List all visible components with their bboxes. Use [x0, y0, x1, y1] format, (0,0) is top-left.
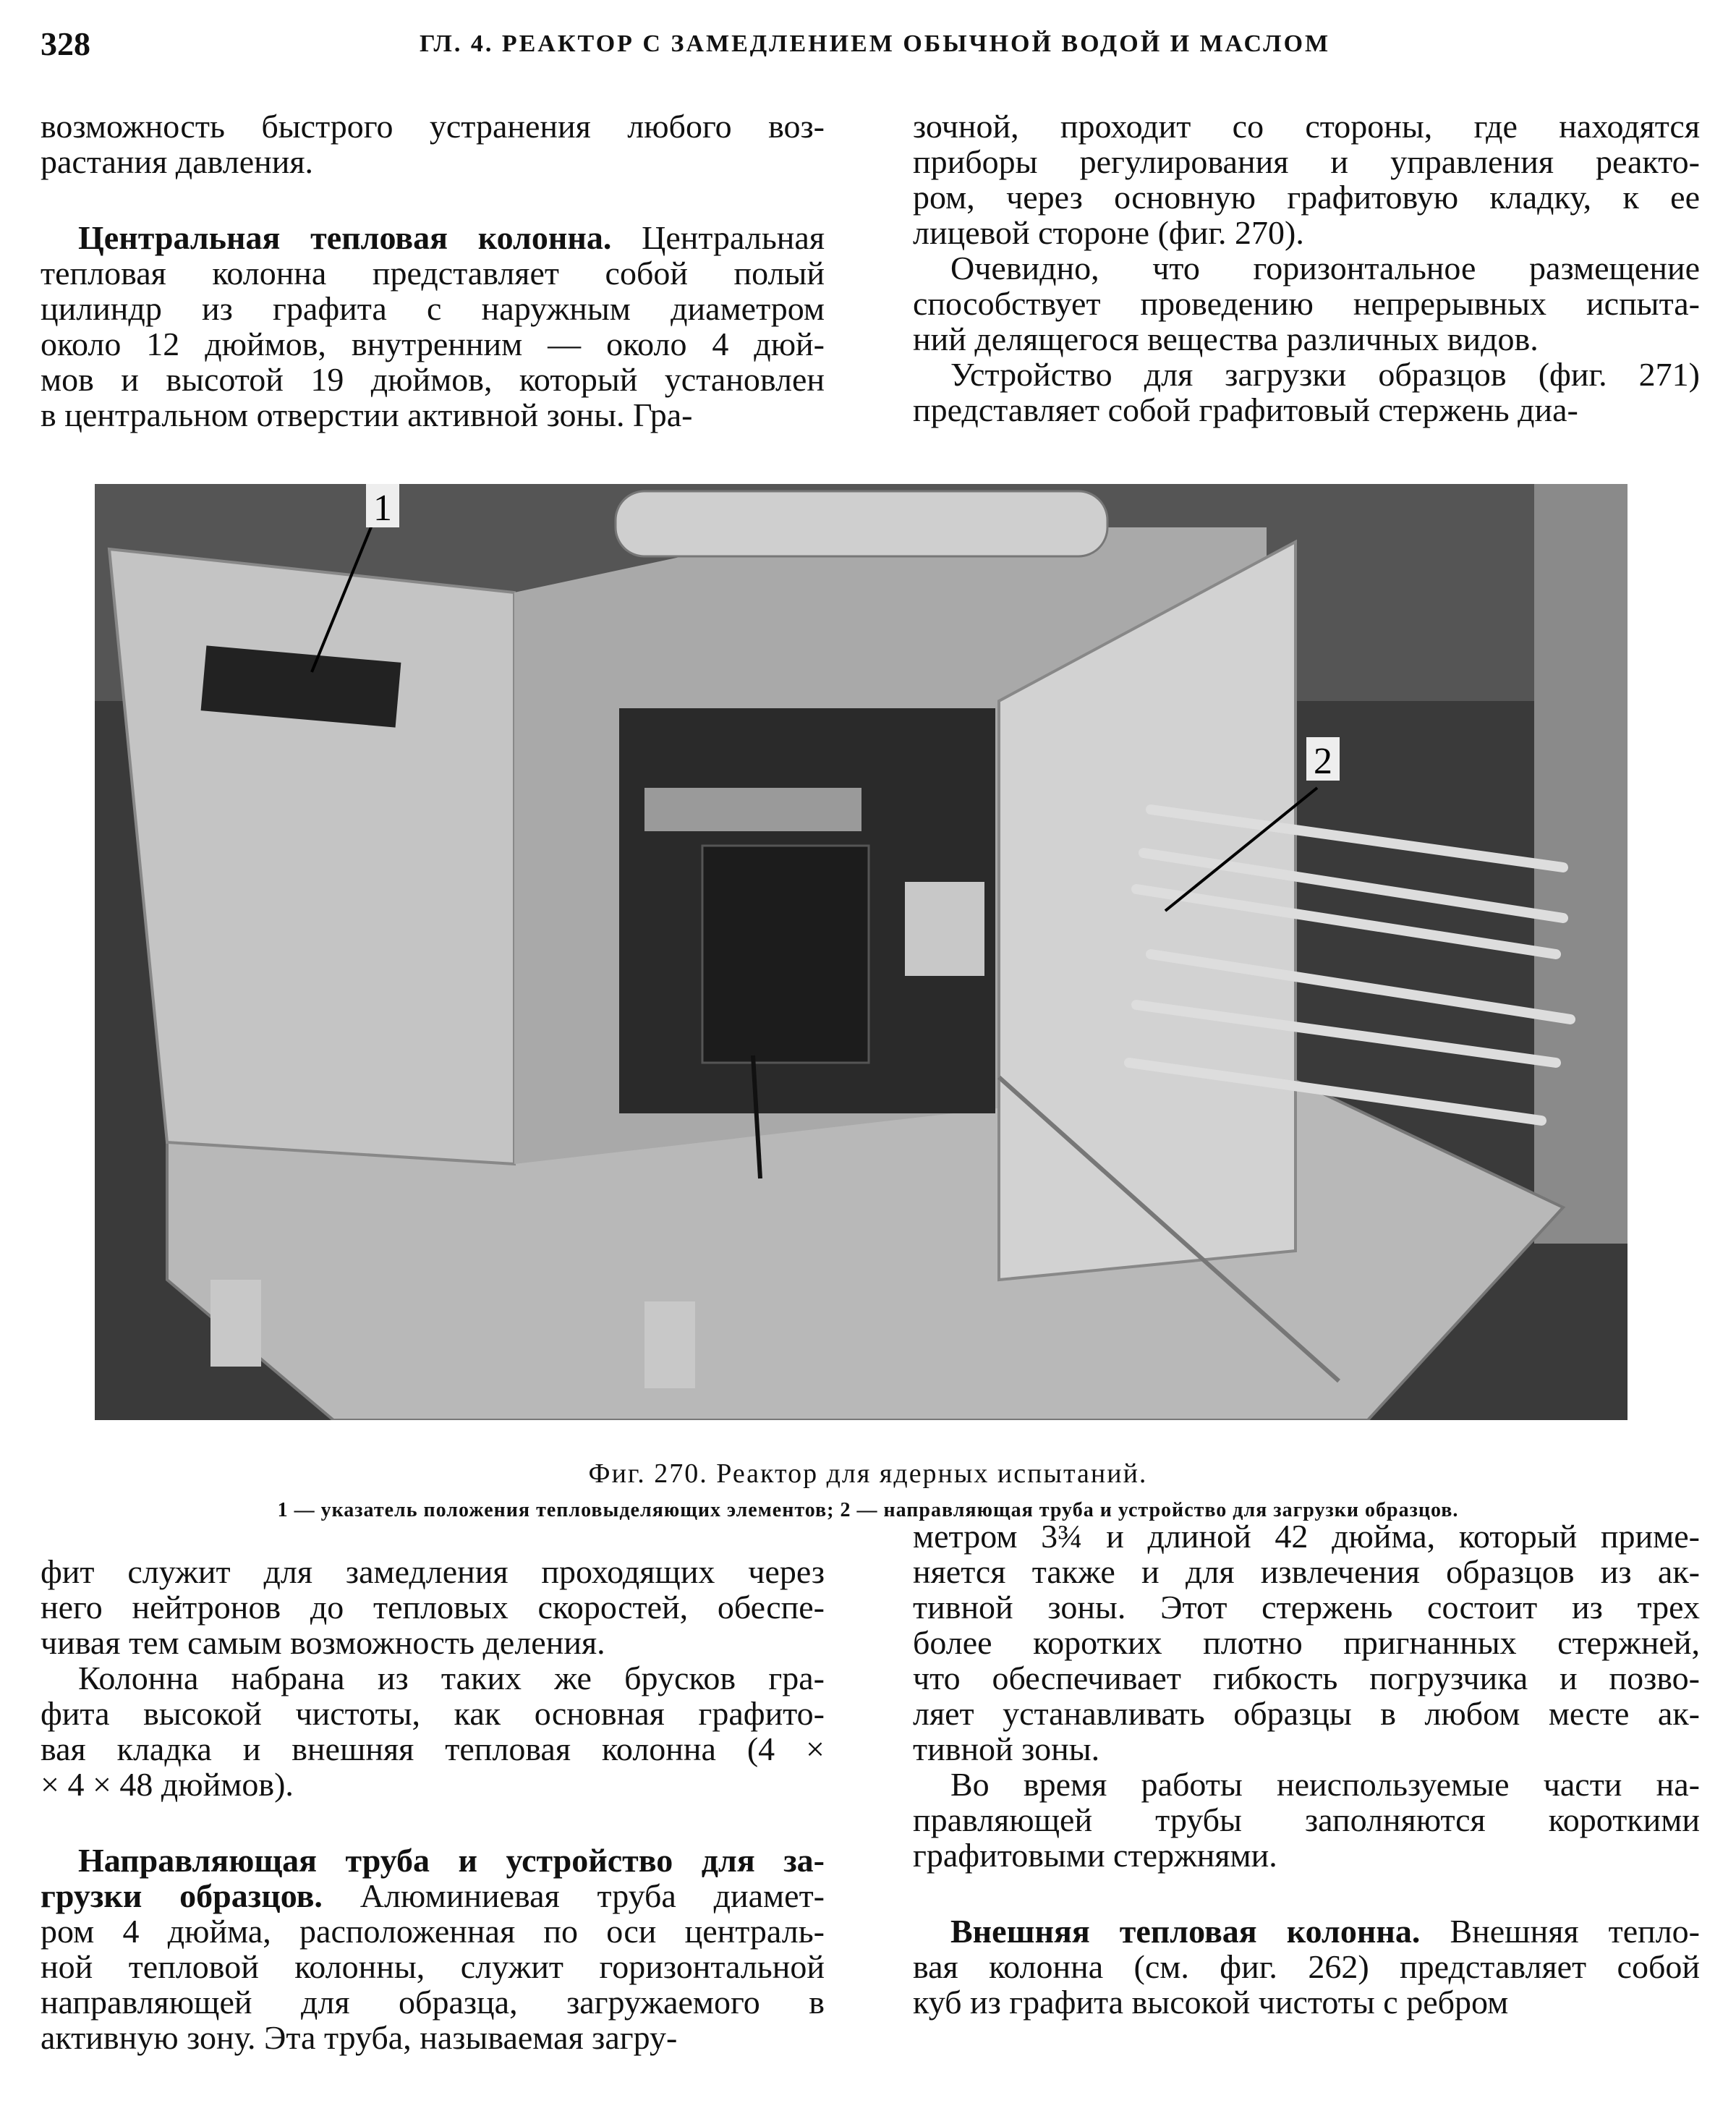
text-line: в центральном отверстии активной зоны. Гра- [41, 396, 693, 433]
text-line: ром, через основную графитовую кладку, к ее [913, 179, 1700, 216]
text-line: фита высокой чистоты, как основная графито- [41, 1695, 825, 1732]
text-line: приборы регулирования и управления реакто- [913, 143, 1700, 180]
text-line [41, 1878, 825, 1913]
text-line: цилиндр из графита с наружным диаметром [41, 290, 825, 327]
text-line: зочной, проходит со стороны, где находятся [913, 108, 1700, 145]
page-number: 328 [41, 25, 90, 62]
figure-caption: Фиг. 270. Реактор для ядерных испытаний. [588, 1458, 1148, 1489]
paragraph [41, 1660, 825, 1802]
text-span: Алюминиевая труба диамет- [322, 1877, 825, 1914]
text-line: вая кладка и внешняя тепловая колонна (4 × [41, 1730, 825, 1767]
text-line: него нейтронов до тепловых скоростей, обеспе- [41, 1589, 825, 1626]
paragraph [913, 250, 1700, 357]
running-title: ГЛ. 4. РЕАКТОР С ЗАМЕДЛЕНИЕМ ОБЫЧНОЙ ВОДОЙ И МАСЛОМ [420, 30, 1331, 57]
text-line: тивной зоны. [913, 1730, 1100, 1767]
paragraph [41, 109, 825, 179]
section-heading: Центральная тепловая колонна. [78, 219, 612, 256]
text-line: представляет собой графитовый стержень диа- [913, 391, 1578, 428]
text-line: мов и высотой 19 дюймов, который установлен [41, 361, 825, 398]
paragraph [41, 220, 825, 433]
text-line: ром 4 дюйма, расположенная по оси централь- [41, 1913, 825, 1950]
text-line: × 4 × 48 дюймов). [41, 1766, 294, 1803]
text-line: около 12 дюймов, внутренним — около 4 дюй- [41, 326, 825, 362]
text-line: фит служит для замедления проходящих через [41, 1553, 825, 1590]
text-line: графитовыми стержнями. [913, 1837, 1277, 1874]
text-line: активную зону. Эта труба, называемая загру- [41, 2019, 678, 2056]
paragraph [41, 1843, 825, 2055]
text-line [41, 220, 825, 255]
paragraph [913, 1913, 1700, 2020]
bottom-left-column [41, 1554, 825, 2055]
figure-legend: 1 — указатель положения тепловыделяющих элементов; 2 — направляющая труба и устройство для загрузки образцов. [277, 1499, 1459, 1521]
text-line: Устройство для загрузки образцов (фиг. 271) [950, 356, 1700, 393]
paragraph [913, 1518, 1700, 1767]
text-line: возможность быстрого устранения любого воз- [41, 108, 825, 145]
text-line: метром 3¾ и длиной 42 дюйма, который приме- [913, 1518, 1700, 1555]
text-line: ний делящегося вещества различных видов. [913, 320, 1539, 357]
text-line: тепловая колонна представляет собой полый [41, 255, 825, 292]
text-line [913, 1913, 1700, 1949]
text-line: Колонна набрана из таких же брусков гра- [78, 1660, 825, 1696]
text-line: более коротких плотно пригнанных стержней, [913, 1624, 1700, 1661]
text-line: вая колонна (см. фиг. 262) представляет собой [913, 1948, 1700, 1985]
text-line: правляющей трубы заполняются короткими [913, 1801, 1700, 1838]
text-line: тивной зоны. Этот стержень состоит из трех [913, 1589, 1700, 1626]
text-line: ляет устанавливать образцы в любом месте ак- [913, 1695, 1700, 1732]
paragraph [913, 109, 1700, 250]
text-line: чивая тем самым возможность деления. [41, 1624, 605, 1661]
section-heading: Внешняя тепловая колонна. [950, 1913, 1421, 1950]
paragraph [913, 357, 1700, 428]
text-line: няется также и для извлечения образцов из ак- [913, 1553, 1700, 1590]
text-line: Очевидно, что горизонтальное размещение [950, 250, 1700, 286]
section-heading: грузки образцов. [41, 1877, 323, 1914]
bottom-right-column [913, 1518, 1700, 2020]
text-line: куб из графита высокой чистоты с ребром [913, 1984, 1509, 2021]
text-line: способствует проведению непрерывных испыта- [913, 285, 1700, 322]
text-line: Во время работы неиспользуемые части на- [950, 1766, 1700, 1803]
reactor-photo [95, 484, 1628, 1420]
text-span: Центральная [611, 219, 825, 256]
text-line: что обеспечивает гибкость погрузчика и позво- [913, 1660, 1700, 1696]
text-line: растания давления. [41, 143, 314, 180]
text-line: направляющей для образца, загружаемого в [41, 1984, 825, 2021]
text-line: лицевой стороне (фиг. 270). [913, 214, 1304, 251]
top-right-column [913, 109, 1700, 428]
callout-1: 1 [373, 488, 392, 529]
paragraph [913, 1767, 1700, 1873]
top-left-column [41, 109, 825, 433]
section-heading: Направляющая труба и устройство для за- [78, 1842, 825, 1879]
callout-2: 2 [1314, 741, 1332, 782]
paragraph [41, 1554, 825, 1660]
text-line [41, 1843, 825, 1878]
text-span: Внешняя тепло- [1420, 1913, 1700, 1950]
text-line: ной тепловой колонны, служит горизонтальной [41, 1948, 825, 1985]
